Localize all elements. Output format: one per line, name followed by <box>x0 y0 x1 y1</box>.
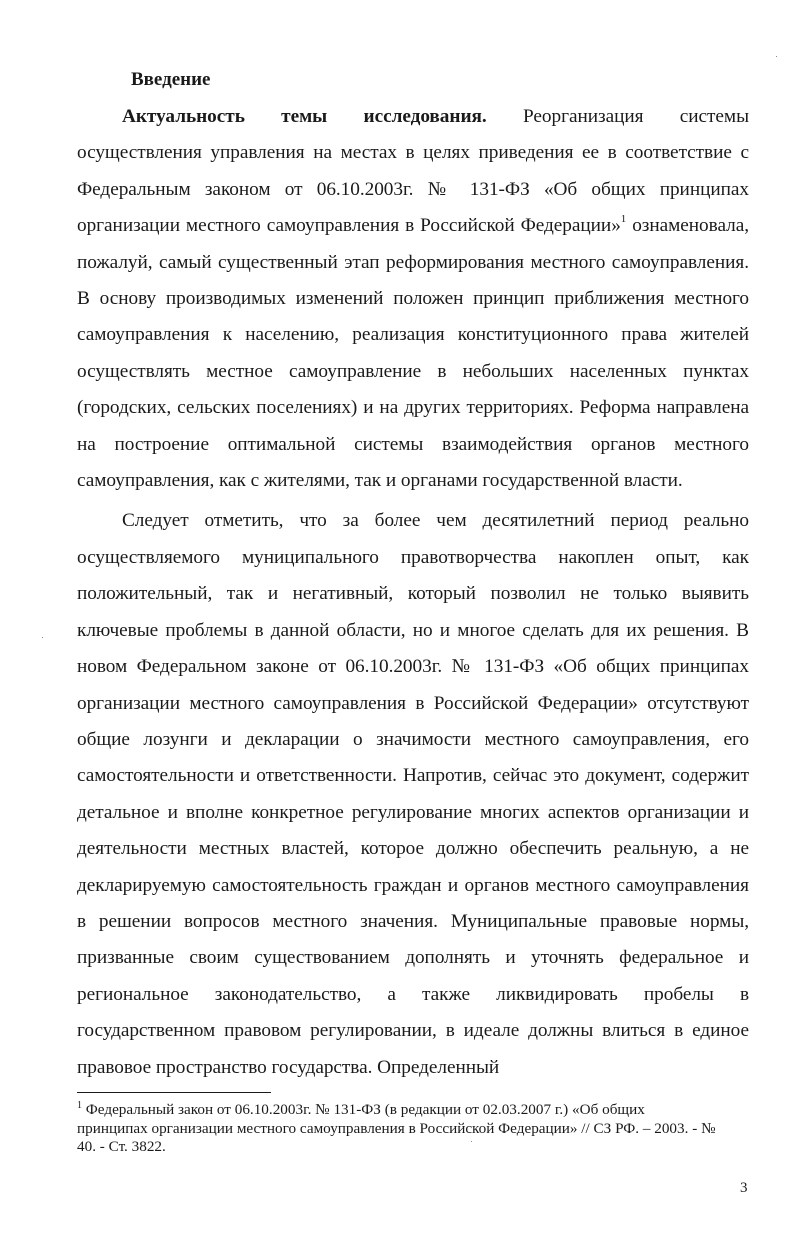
scan-speck <box>776 56 777 57</box>
footnote-text: Федеральный закон от 06.10.2003г. № 131-ФЗ (в редакции от 02.03.2007 г.) «Об общих принципах организации местного самоуправления в Российской Федерации» // СЗ РФ. – 2003. - № 40. - Ст. 3822. <box>77 1101 716 1155</box>
scan-speck <box>42 637 43 638</box>
paragraph-1-text-b: ознаменовала, пожалуй, самый существенный этап реформирования местного самоуправления. В основу производимых изменений положен принцип приближения местного самоуправления к населению, реализация конституционного права жителей осуществлять местное самоуправление в небольших населенных пунктах (городских, сельских поселениях) и на других территориях. Реформа направлена на построение оптимальной системы взаимодействия органов местного самоуправления, как с жителями, так и органами государственной власти. <box>77 215 749 492</box>
section-heading: Введение <box>131 69 211 90</box>
paragraph-2: Следует отметить, что за более чем десятилетний период реально осуществляемого муниципального правотворчества накоплен опыт, как положительный, так и негативный, который позволил не только выявить ключевые проблемы в данной области, но и многое сделать для их решения. В новом Федеральном законе от 06.10.2003г. № 131-ФЗ «Об общих принципах организации местного самоуправления в Российской Федерации» отсутствуют общие лозунги и декларации о значимости местного самоуправления, его самостоятельности и ответственности. Напротив, сейчас это документ, содержит детальное и вполне конкретное регулирование многих аспектов организации и деятельности местных властей, которое должно обеспечить реальную, а не декларируемую самостоятельность граждан и органов местного самоуправления в решении вопросов местного значения. Муниципальные правовые нормы, призванные своим существованием дополнять и уточнять федеральное и региональное законодательство, а также ликвидировать пробелы в государственном правовом регулировании, в идеале должны влиться в единое правовое пространство государства. Определенный <box>77 510 749 1078</box>
paragraph-1-text-a: Реорганизация системы осуществления управления на местах в целях приведения ее в соответствие с Федеральным законом от 06.10.2003г. № 131-ФЗ «Об общих принципах организации местного самоуправления в Российской Федерации» <box>77 106 749 237</box>
paragraph-1 <box>77 99 749 499</box>
paragraph-lead: Актуальность темы исследования. <box>122 106 487 127</box>
body-text <box>77 99 749 1086</box>
scan-speck <box>471 1141 472 1142</box>
page-number: 3 <box>740 1180 748 1196</box>
footnote-marker: 1 <box>77 1100 82 1111</box>
footnote <box>77 1101 717 1157</box>
footnote-reference[interactable]: 1 <box>620 213 627 226</box>
footnote-separator <box>77 1092 271 1093</box>
